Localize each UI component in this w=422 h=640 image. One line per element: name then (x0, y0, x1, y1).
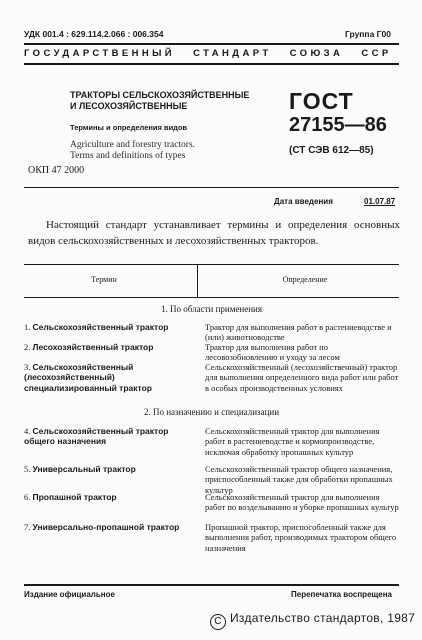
title-block-rule (24, 187, 399, 188)
group-code: Группа Г00 (345, 29, 391, 39)
title-line-1: ТРАКТОРЫ СЕЛЬСКОХОЗЯЙСТВЕННЫЕ (70, 90, 250, 100)
reprint-prohibited-label: Перепечатка воспрещена (291, 590, 392, 599)
column-header-definition: Определение (282, 275, 328, 284)
intro-paragraph: Настоящий стандарт устанавливает термины и определения основных видов сельскохозяйственных и лесохозяйственных тракторов. (28, 219, 400, 247)
table-rule-top (24, 264, 399, 265)
table-row-definition: Трактор для выполнения работ в растениеводстве и (или) животноводстве (205, 322, 392, 343)
effective-date-label: Дата введения (274, 197, 333, 206)
table-row-term: 2. Лесохозяйственный трактор (24, 342, 154, 352)
header-rule-bottom (24, 63, 399, 65)
section-heading-2: 2. По назначению и специализации (143, 407, 280, 417)
english-title-line-2: Terms and definitions of types (70, 151, 186, 161)
copyright-icon: С (210, 614, 226, 630)
table-row-term: 4. Сельскохозяйственный трактор общего назначения (24, 426, 169, 447)
header-rule-top (24, 43, 399, 45)
gost-label: ГОСТ (289, 88, 354, 114)
english-title (70, 140, 195, 162)
organization-title: ГОСУДАРСТВЕННЫЙ СТАНДАРТ СОЮЗА ССР (24, 48, 392, 59)
udk-code: УДК 001.4 : 629.114.2.066 : 006.354 (24, 29, 164, 39)
document-title (70, 90, 249, 112)
copyright-text: Издательство стандартов, 1987 (230, 611, 416, 625)
table-row-definition: Сельскохозяйственный трактор общего назначения, приспособленный также для обработки пропашных культур (205, 464, 393, 495)
table-row-definition: Пропашной трактор, приспособленный также для выполнения работ, производимых трактором общего назначения (205, 522, 397, 553)
st-sev-number: (СТ СЭВ 612—85) (289, 145, 374, 156)
table-row-term: 7. Универсально-пропашной трактор (24, 522, 180, 532)
table-row-term: 5. Универсальный трактор (24, 464, 136, 474)
official-edition-label: Издание официальное (24, 590, 115, 599)
table-row-definition: Сельскохозяйственный трактор для выполнения работ по возделыванию и уборке пропашных культур (205, 492, 399, 513)
section-heading-1: 1. По области применения (161, 304, 262, 314)
table-row-definition: Сельскохозяйственный (лесохозяйственный) трактор для выполнения определенного вида работ или работ в особых производственных условиях (205, 362, 399, 393)
english-title-line-1: Agriculture and forestry tractors. (70, 140, 196, 150)
table-rule-header (24, 297, 399, 298)
effective-date-value: 01.07.87 (364, 197, 396, 206)
copyright-line (210, 611, 415, 630)
table-row-definition: Сельскохозяйственный трактор для выполнения работ в растениеводстве и кормопроизводстве, исключая обработку пропашных культур (205, 426, 380, 457)
document-subtitle: Термины и определения видов (70, 123, 188, 132)
table-row-term: 1. Сельскохозяйственный трактор (24, 322, 169, 332)
title-line-2: И ЛЕСОХОЗЯЙСТВЕННЫЕ (70, 101, 188, 111)
table-row-term: 3. Сельскохозяйственный (лесохозяйственный) специализированный трактор (24, 362, 152, 393)
table-column-divider (197, 264, 198, 297)
footer-rule (24, 584, 399, 586)
table-row-definition: Трактор для выполнения работ по лесовозобновлению и уходу за лесом (205, 342, 340, 363)
okp-code: ОКП 47 2000 (28, 165, 85, 176)
gost-number: 27155—86 (289, 114, 387, 136)
column-header-term: Термин (91, 275, 117, 284)
table-row-term: 6. Пропашной трактор (24, 492, 117, 502)
